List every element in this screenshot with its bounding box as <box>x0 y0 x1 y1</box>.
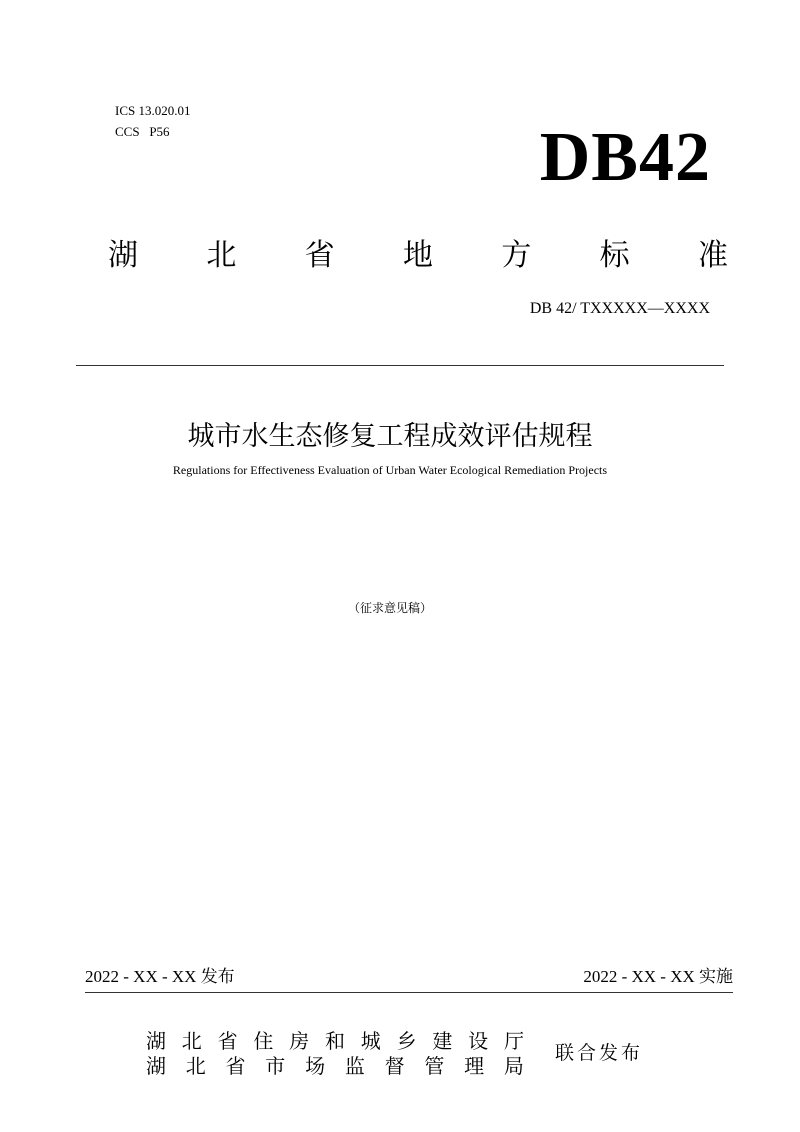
standard-type-char: 北 <box>206 238 237 273</box>
ccs-code: CCS P56 <box>115 124 170 139</box>
agency-char: 省 <box>225 1054 246 1078</box>
publish-date: 2022 - XX - XX <box>85 967 201 986</box>
agency-char: 和 <box>324 1029 345 1053</box>
document-title-chinese: 城市水生态修复工程成效评估规程 <box>187 421 593 452</box>
standard-type-char: 准 <box>697 238 728 273</box>
agency-char: 理 <box>464 1054 485 1078</box>
publish-date-line <box>85 965 235 989</box>
agency-char: 局 <box>503 1054 524 1078</box>
agency-char: 市 <box>265 1054 286 1078</box>
standard-type-char: 标 <box>599 238 630 273</box>
document-title-english: Regulations for Effectiveness Evaluation of Urban Water Ecological Remediation Projects <box>172 463 608 477</box>
agency-char: 湖 <box>146 1054 166 1078</box>
agency-char: 建 <box>432 1029 453 1053</box>
agency-char: 城 <box>360 1029 381 1053</box>
agency-char: 场 <box>305 1054 326 1078</box>
standard-type-char: 省 <box>304 238 335 273</box>
agency-char: 乡 <box>396 1029 417 1053</box>
agency-char: 监 <box>344 1054 365 1078</box>
agency-char: 北 <box>181 1029 202 1053</box>
standard-type-char: 方 <box>501 238 532 273</box>
implement-label: 实施 <box>699 967 733 987</box>
standard-type-heading <box>108 233 728 279</box>
bottom-divider <box>85 992 733 993</box>
agency-char: 设 <box>468 1029 489 1053</box>
implement-date-line <box>460 965 733 989</box>
ics-code: ICS 13.020.01 <box>115 103 191 118</box>
agency-char: 厅 <box>503 1029 524 1053</box>
agency-char: 湖 <box>146 1029 166 1053</box>
standard-type-char: 地 <box>402 238 433 273</box>
implement-date: 2022 - XX - XX <box>583 967 699 986</box>
issuing-agency-market <box>146 1053 524 1079</box>
publish-label: 发布 <box>200 967 235 987</box>
standard-logo-code: DB42 <box>539 119 711 196</box>
standard-type-char: 湖 <box>108 238 138 273</box>
agency-char: 北 <box>185 1054 206 1078</box>
agency-char: 房 <box>289 1029 310 1053</box>
top-divider <box>76 365 724 366</box>
agency-char: 住 <box>253 1029 274 1053</box>
issuing-agency-housing <box>146 1028 524 1054</box>
agency-char: 省 <box>217 1029 238 1053</box>
agency-char: 督 <box>384 1054 405 1078</box>
joint-issue-label: 联合发布 <box>555 1042 644 1064</box>
standard-number: DB 42/ TXXXXX—XXXX <box>529 300 710 317</box>
agency-char: 管 <box>424 1054 445 1078</box>
draft-status: （征求意见稿） <box>347 601 432 615</box>
